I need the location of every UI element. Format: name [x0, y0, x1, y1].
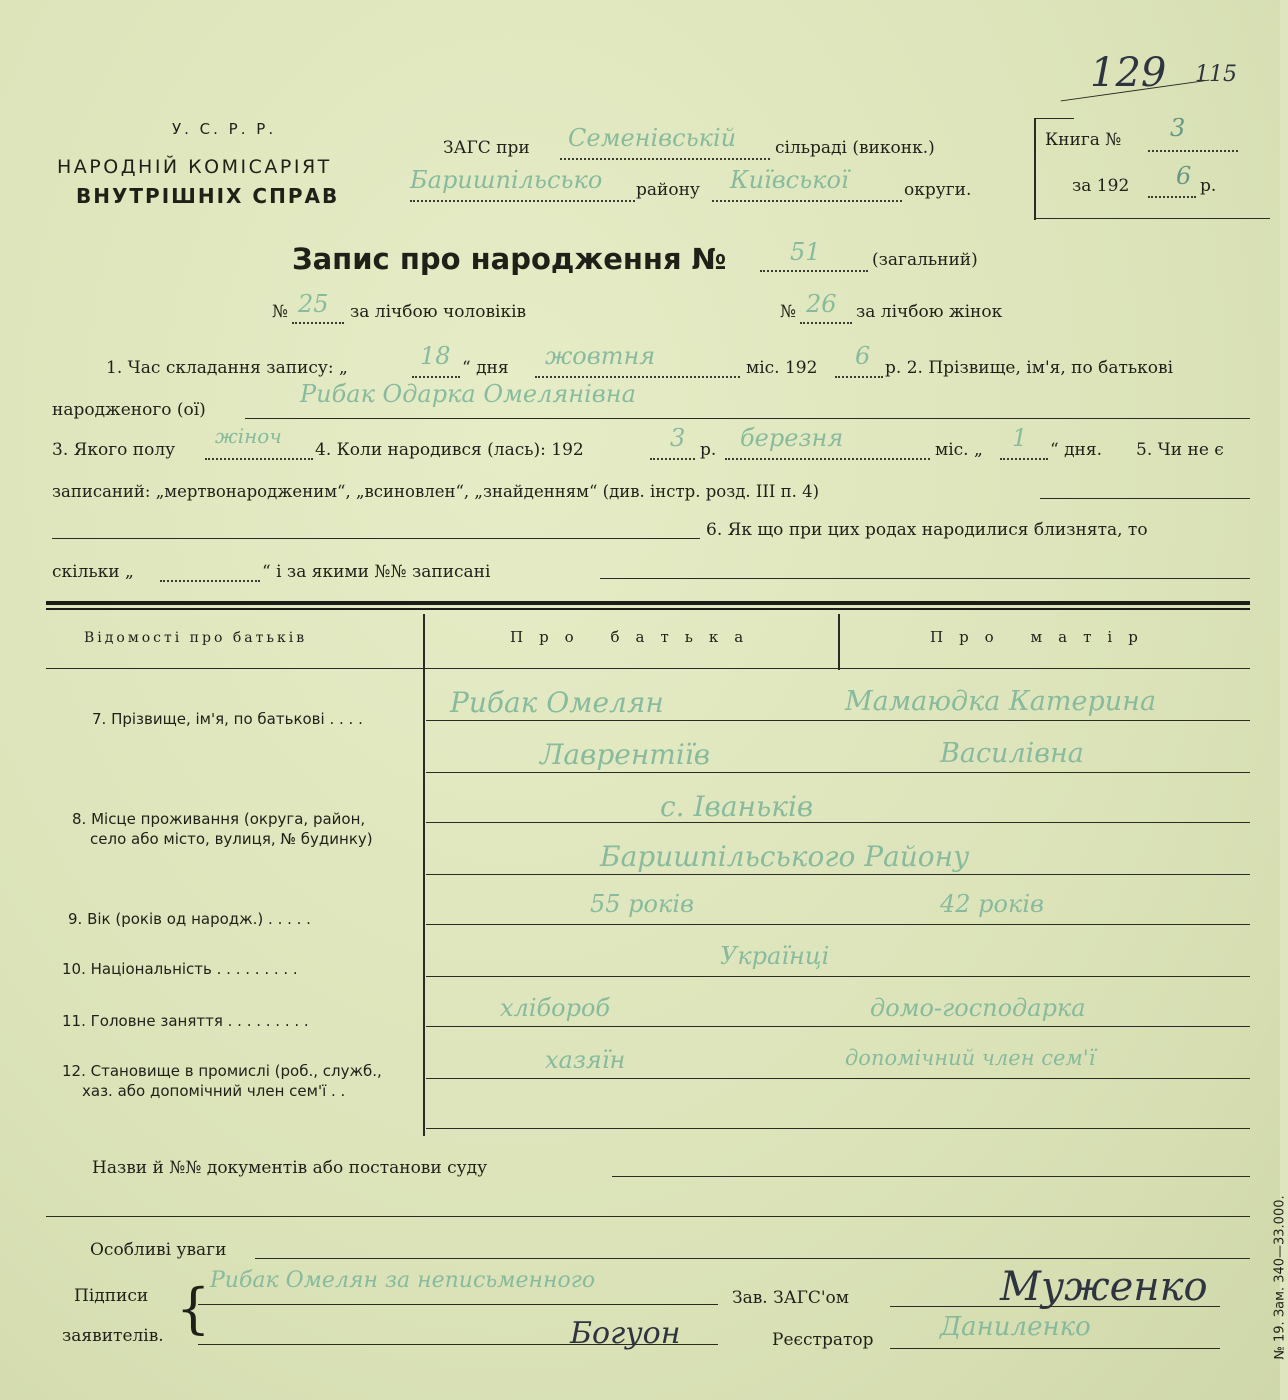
book-year-digit: 6 [1176, 162, 1192, 190]
field4-month-dots [725, 458, 930, 460]
ussr-label: У. С. Р. Р. [172, 120, 277, 138]
row12-label-2: хаз. або допомічний член сем'ї . . [82, 1082, 346, 1100]
field1-month-dots [535, 376, 740, 378]
book-box-bottom [1034, 218, 1270, 219]
applicant-signature: Рибак Омелян за неписьменного [210, 1268, 596, 1293]
men-label: за лічбою чоловіків [350, 302, 527, 322]
field6-count-label: скільки „ [52, 562, 134, 582]
child-name: Рибак Одарка Омелянівна [300, 380, 636, 408]
table-top-rule [46, 601, 1250, 605]
book-year-label: за 192 [1072, 176, 1130, 196]
child-sex: жіноч [215, 424, 282, 448]
remarks-line [255, 1258, 1250, 1259]
table-rule [426, 924, 1250, 925]
raion-dots [410, 200, 635, 202]
field6-label: 6. Як що при цих родах народилися близнята, то [706, 520, 1148, 540]
table-rule [426, 772, 1250, 773]
zags-label: ЗАГС при [443, 138, 530, 158]
father-status: хазяїн [545, 1046, 626, 1074]
book-box-left [1034, 118, 1036, 220]
signatures-brace: { [176, 1277, 211, 1340]
table-rule [426, 874, 1250, 875]
archive-number-secondary: 115 [1195, 62, 1237, 87]
table-col-divider-1 [423, 614, 425, 1136]
mother-patronymic: Василівна [940, 738, 1084, 769]
field1-label: 1. Час складання запису: „ [106, 358, 348, 378]
col-header-info: Відомості про батьків [84, 630, 308, 646]
men-prefix: № [272, 302, 289, 322]
documents-label: Назви й №№ документів або постанови суду [92, 1158, 488, 1178]
applicant-sign-line [198, 1304, 718, 1305]
residence-district: Баришпільського Району [600, 840, 970, 873]
registrar-label: Реєстратор [772, 1330, 874, 1350]
field1-day: 18 [420, 342, 451, 370]
field6-line [600, 578, 1250, 579]
registrar-line [890, 1348, 1220, 1349]
field3-label: 3. Якого полу [52, 440, 176, 460]
men-dots [292, 322, 344, 324]
field1-year-label: р. 2. Прізвище, ім'я, по батькові [885, 358, 1174, 378]
signatures-label: Підписи [74, 1286, 149, 1306]
field4-dnia: “ дня. [1050, 440, 1103, 460]
applicant-signature-2: Богуон [570, 1316, 681, 1351]
row7-label: 7. Прізвище, ім'я, по батькові . . . . [92, 710, 363, 728]
okruha-handwritten: Київської [730, 166, 849, 194]
field5-line [1040, 498, 1250, 499]
field2-label: народженого (ої) [52, 400, 206, 420]
record-title: Запис про народження № [292, 242, 727, 276]
mother-status: допомічний член сем'ї [845, 1046, 1096, 1070]
field4-mis: міс. „ [935, 440, 983, 460]
raion-handwritten: Баришпільсько [410, 166, 603, 194]
head-signature: Муженко [1000, 1264, 1208, 1310]
table-col-divider-2 [838, 614, 840, 670]
archive-number: 129 [1090, 50, 1167, 96]
silradi-label: сільраді (виконк.) [775, 138, 935, 158]
mother-occupation: домо-господарка [870, 994, 1086, 1022]
mother-name: Мамаюдка Катерина [845, 686, 1157, 717]
father-name: Рибак Омелян [450, 686, 664, 719]
row8-label-2: село або місто, вулиця, № будинку) [90, 830, 373, 848]
field4-label: 4. Коли народився (лась): 192 [315, 440, 584, 460]
remarks-label: Особливі уваги [90, 1240, 227, 1260]
documents-line-2 [46, 1216, 1250, 1217]
field1-year: 6 [855, 342, 871, 370]
print-code: № 19. Зам. 340—33.000. [1272, 1195, 1288, 1360]
women-prefix: № [780, 302, 797, 322]
residence-village: с. Іваньків [660, 790, 814, 823]
table-rule [426, 720, 1250, 721]
commissariat-label: НАРОДНІЙ КОМІСАРІЯТ [57, 156, 332, 178]
row12-label-1: 12. Становище в промислі (роб., служб., [62, 1062, 382, 1080]
record-number-dots [760, 270, 868, 272]
field1-month: жовтня [545, 342, 656, 370]
field5-label: 5. Чи не є [1136, 440, 1224, 460]
field6-numbers-label: “ і за якими №№ записані [262, 562, 491, 582]
book-number: 3 [1170, 114, 1186, 142]
row11-label: 11. Головне заняття . . . . . . . . . [62, 1012, 309, 1030]
field2-line [245, 418, 1250, 419]
table-rule [426, 1128, 1250, 1129]
table-rule [426, 976, 1250, 977]
col-header-father: Про батька [510, 628, 760, 646]
men-number: 25 [298, 290, 329, 318]
birth-month: березня [740, 424, 844, 452]
father-age: 55 років [590, 890, 694, 918]
birth-day: 1 [1012, 424, 1028, 452]
row9-label: 9. Вік (років од народж.) . . . . . [68, 910, 311, 928]
field3-dots [205, 458, 313, 460]
field4-year-dots [650, 458, 695, 460]
father-patronymic: Лаврентіїв [540, 738, 711, 771]
head-label: Зав. ЗАГС'ом [732, 1288, 849, 1308]
okruha-dots [712, 200, 902, 202]
table-rule [426, 822, 1250, 823]
field6-count-dots [160, 580, 260, 582]
women-number: 26 [806, 290, 837, 318]
table-rule [426, 1078, 1250, 1079]
raion-label: району [636, 180, 700, 200]
women-dots [800, 322, 852, 324]
col-header-mother: Про матір [930, 628, 1154, 646]
birth-year: 3 [670, 424, 686, 452]
row10-label: 10. Національність . . . . . . . . . [62, 960, 298, 978]
book-box-top [1034, 118, 1074, 119]
book-year-dots [1148, 196, 1196, 198]
zags-dots [560, 158, 770, 160]
field1-year-dots [835, 376, 883, 378]
book-dots [1148, 150, 1238, 152]
table-top-rule-2 [46, 608, 1250, 610]
book-year-suffix: р. [1200, 176, 1217, 196]
field1-day-label: “ дня [462, 358, 509, 378]
field1-month-label: міс. 192 [746, 358, 818, 378]
field5-text: записаний: „мертвонародженим“, „всиновлен“, „знайденням“ (див. інстр. розд. ІІІ п. 4) [52, 482, 820, 501]
record-general-label: (загальний) [872, 250, 978, 270]
row8-label-1: 8. Місце проживання (округа, район, [72, 810, 366, 828]
table-header-bottom [46, 668, 1250, 669]
silrada-handwritten: Семенівській [568, 124, 737, 152]
field5-line2 [52, 538, 700, 539]
okruhy-label: округи. [904, 180, 972, 200]
nationality: Українці [720, 942, 830, 970]
internal-affairs-label: ВНУТРІШНІХ СПРАВ [76, 184, 340, 208]
book-label: Книга № [1045, 130, 1122, 150]
documents-line [612, 1176, 1250, 1177]
father-occupation: хлібороб [500, 994, 611, 1022]
table-rule [426, 1026, 1250, 1027]
record-number: 51 [790, 238, 821, 266]
registrar-signature: Даниленко [940, 1312, 1091, 1342]
field4-day-dots [1000, 458, 1048, 460]
mother-age: 42 років [940, 890, 1044, 918]
women-label: за лічбою жінок [856, 302, 1003, 322]
field4-r: р. [700, 440, 717, 460]
field1-day-dots [412, 376, 460, 378]
applicants-label: заявителів. [62, 1326, 164, 1346]
